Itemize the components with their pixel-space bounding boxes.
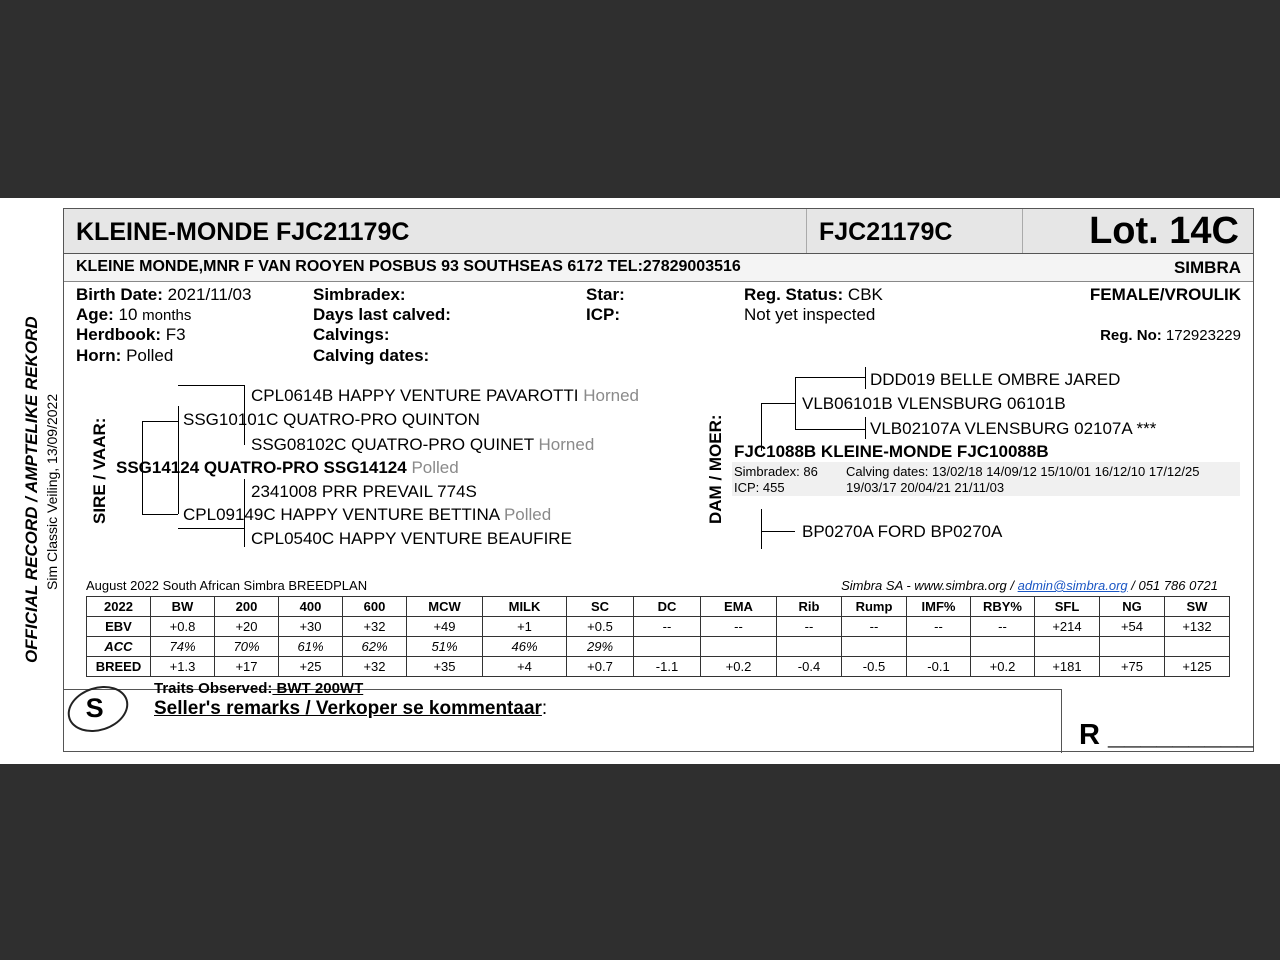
breed-cell: +35 <box>407 657 483 677</box>
sire-dam-dam: CPL0540C HAPPY VENTURE BEAUFIRE <box>251 529 572 548</box>
acc-cell: 74% <box>151 637 215 657</box>
title-bar <box>64 209 1253 254</box>
ebv-header-cell: 600 <box>343 597 407 617</box>
ebv-header-cell: RBY% <box>971 597 1035 617</box>
acc-cell: 46% <box>483 637 567 657</box>
dam-name: FJC1088B KLEINE-MONDE FJC10088B <box>734 442 1049 461</box>
acc-cell <box>1165 637 1230 657</box>
breed-cell: +4 <box>483 657 567 677</box>
dam-dam: BP0270A FORD BP0270A <box>802 522 1003 541</box>
ebv-cell: -- <box>971 617 1035 637</box>
ebv-header-cell: BW <box>151 597 215 617</box>
official-record-label: OFFICIAL RECORD / AMPTELIKE REKORD <box>22 316 41 663</box>
acc-row <box>87 637 1230 657</box>
ebv-cell: +0.5 <box>567 617 634 637</box>
dam-simbradex: Simbradex: 86 <box>734 464 818 479</box>
ebv-cell: -- <box>701 617 777 637</box>
sire-dam-sire: 2341008 PRR PREVAIL 774S <box>251 482 477 501</box>
acc-cell <box>842 637 907 657</box>
acc-cell <box>701 637 777 657</box>
breed-cell: -0.1 <box>907 657 971 677</box>
sellers-remarks: Seller's remarks / Verkoper se kommentaar: <box>154 698 548 719</box>
calving-dates-label: Calving dates: <box>313 346 430 365</box>
ebv-table <box>86 596 1230 677</box>
acc-cell: 70% <box>215 637 279 657</box>
reg-no: Reg. No: 172923229 <box>1100 327 1241 344</box>
animal-id: FJC21179C <box>819 218 953 246</box>
simbra-contact: Simbra SA - www.simbra.org / admin@simbra.org / 051 786 0721 <box>841 578 1218 593</box>
ebv-header-cell: MCW <box>407 597 483 617</box>
lot-number: Lot. 14C <box>1089 210 1239 252</box>
ebv-header-cell: SW <box>1165 597 1230 617</box>
dam-calving-dates: Calving dates: 13/02/18 14/09/12 15/10/01 16/12/10 17/12/25 <box>846 464 1200 479</box>
acc-cell <box>1100 637 1165 657</box>
inspection-status: Not yet inspected <box>744 305 876 324</box>
acc-cell: 51% <box>407 637 483 657</box>
breed-cell: -0.5 <box>842 657 907 677</box>
ebv-cell: +1 <box>483 617 567 637</box>
ebv-header-cell: DC <box>634 597 701 617</box>
sire-sire-dam: SSG08102C QUATRO-PRO QUINET Horned <box>251 435 595 454</box>
icp-label: ICP: <box>586 305 620 324</box>
acc-cell <box>634 637 701 657</box>
ebv-cell: -- <box>842 617 907 637</box>
acc-cell <box>1035 637 1100 657</box>
breed-cell: +75 <box>1100 657 1165 677</box>
ebv-header-cell: Rib <box>777 597 842 617</box>
acc-cell: 29% <box>567 637 634 657</box>
acc-cell: 62% <box>343 637 407 657</box>
breed-cell: +0.7 <box>567 657 634 677</box>
ebv-header-row <box>87 597 1230 617</box>
acc-cell <box>777 637 842 657</box>
dam-calving-dates-cont: 19/03/17 20/04/21 21/11/03 <box>846 480 1005 495</box>
star-label: Star: <box>586 285 625 304</box>
breed-cell: +1.3 <box>151 657 215 677</box>
ebv-cell: +0.8 <box>151 617 215 637</box>
ebv-header-cell: SC <box>567 597 634 617</box>
simbradex-label: Simbradex: <box>313 285 406 304</box>
sire-name: SSG14124 QUATRO-PRO SSG14124 Polled <box>116 458 459 477</box>
owner-line: KLEINE MONDE,MNR F VAN ROOYEN POSBUS 93 SOUTHSEAS 6172 TEL:27829003516 <box>76 258 741 275</box>
ebv-cell: +214 <box>1035 617 1100 637</box>
ebv-header-cell: 400 <box>279 597 343 617</box>
ebv-cell: -- <box>634 617 701 637</box>
ebv-cell: EBV <box>87 617 151 637</box>
traits-observed: Traits Observed: BWT 200WT <box>154 680 364 697</box>
breed-cell: +17 <box>215 657 279 677</box>
sex-label: FEMALE/VROULIK <box>1089 285 1241 304</box>
sire-dam: CPL09149C HAPPY VENTURE BETTINA Polled <box>183 505 552 524</box>
ebv-header-cell: MILK <box>483 597 567 617</box>
ebv-row <box>87 617 1230 637</box>
simbra-logo: S <box>62 678 135 739</box>
age: Age: 10 months <box>76 305 192 324</box>
reg-status: Reg. Status: CBK <box>744 285 883 304</box>
breed-label: SIMBRA <box>1173 258 1241 277</box>
sale-label: Sim Classic Veiling, 13/09/2022 <box>44 393 60 590</box>
breed-cell: +32 <box>343 657 407 677</box>
dam-sire-dam: VLB02107A VLENSBURG 02107A *** <box>870 419 1157 438</box>
breedplan-note: August 2022 South African Simbra BREEDPLAN <box>86 578 368 593</box>
owner-bar <box>64 254 1253 282</box>
breed-cell: +0.2 <box>701 657 777 677</box>
breed-row <box>87 657 1230 677</box>
dam-icp: ICP: 455 <box>734 480 785 495</box>
acc-cell <box>971 637 1035 657</box>
dam-label: DAM / MOER: <box>706 414 725 524</box>
sire-sire-sire: CPL0614B HAPPY VENTURE PAVAROTTI Horned <box>251 386 640 405</box>
breed-cell: +0.2 <box>971 657 1035 677</box>
ebv-header-cell: EMA <box>701 597 777 617</box>
acc-cell: 61% <box>279 637 343 657</box>
dam-sire: VLB06101B VLENSBURG 06101B <box>802 394 1066 413</box>
ebv-cell: +49 <box>407 617 483 637</box>
ebv-header-cell: NG <box>1100 597 1165 617</box>
sire-label: SIRE / VAAR: <box>90 417 109 524</box>
lot-card <box>63 208 1254 752</box>
acc-cell: ACC <box>87 637 151 657</box>
calvings-label: Calvings: <box>313 325 390 344</box>
herdbook: Herdbook: F3 <box>76 325 186 344</box>
email-link[interactable]: admin@simbra.org <box>1017 578 1128 593</box>
record-sheet <box>0 198 1280 764</box>
ebv-header-cell: IMF% <box>907 597 971 617</box>
breed-cell: -0.4 <box>777 657 842 677</box>
ebv-header-cell: Rump <box>842 597 907 617</box>
price-field[interactable]: R _________ <box>1079 719 1254 751</box>
ebv-header-cell: SFL <box>1035 597 1100 617</box>
breed-cell: -1.1 <box>634 657 701 677</box>
ebv-cell: +30 <box>279 617 343 637</box>
birth-date: Birth Date: 2021/11/03 <box>76 285 252 304</box>
ebv-cell: +20 <box>215 617 279 637</box>
acc-cell <box>907 637 971 657</box>
horn: Horn: Polled <box>76 346 174 365</box>
breed-cell: +125 <box>1165 657 1230 677</box>
breed-cell: BREED <box>87 657 151 677</box>
days-last-calved-label: Days last calved: <box>313 305 451 324</box>
animal-title: KLEINE-MONDE FJC21179C <box>76 218 410 246</box>
ebv-cell: -- <box>777 617 842 637</box>
ebv-cell: +54 <box>1100 617 1165 637</box>
ebv-cell: +32 <box>343 617 407 637</box>
dam-sire-sire: DDD019 BELLE OMBRE JARED <box>870 370 1121 389</box>
ebv-header-cell: 200 <box>215 597 279 617</box>
ebv-cell: -- <box>907 617 971 637</box>
sire-sire: SSG10101C QUATRO-PRO QUINTON <box>183 410 480 429</box>
ebv-header-cell: 2022 <box>87 597 151 617</box>
ebv-cell: +132 <box>1165 617 1230 637</box>
breed-cell: +25 <box>279 657 343 677</box>
breed-cell: +181 <box>1035 657 1100 677</box>
